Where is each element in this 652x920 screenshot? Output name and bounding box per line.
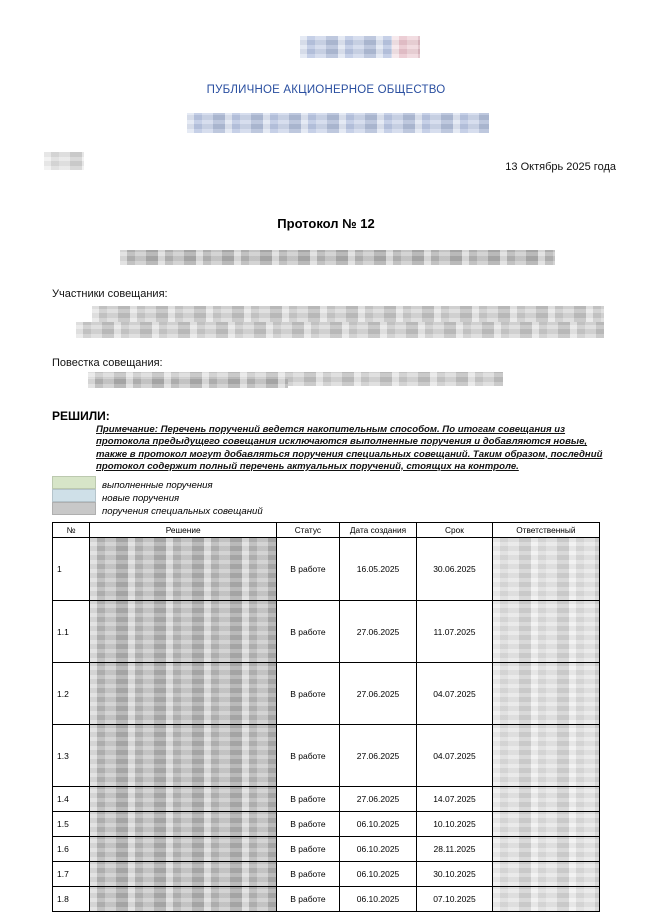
table-row (53, 887, 600, 912)
cell-created: 06.10.2025 (339, 887, 417, 912)
protocol-subject-redaction (120, 250, 555, 265)
decision-redaction (90, 601, 276, 662)
header-logo-redaction-left (300, 36, 392, 58)
decided-label: РЕШИЛИ: (52, 409, 110, 423)
legend-swatch-completed (52, 476, 96, 489)
responsible-redaction (493, 725, 599, 786)
cell-created: 06.10.2025 (339, 812, 417, 837)
table-row (53, 812, 600, 837)
legend (52, 476, 263, 515)
cell-responsible (492, 787, 599, 812)
organization-name: ПУБЛИЧНОЕ АКЦИОНЕРНОЕ ОБЩЕСТВО (206, 84, 446, 96)
cell-number: 1.2 (53, 663, 90, 725)
cell-status: В работе (277, 787, 340, 812)
cell-number: 1.5 (53, 812, 90, 837)
cell-status: В работе (277, 887, 340, 912)
table-row (53, 787, 600, 812)
cell-deadline: 28.11.2025 (417, 837, 492, 862)
page-title: Протокол № 12 (277, 216, 375, 231)
cell-created: 27.06.2025 (339, 663, 417, 725)
legend-label-special: поручения специальных совещаний (102, 506, 263, 517)
cell-responsible (492, 601, 599, 663)
cell-created: 27.06.2025 (339, 787, 417, 812)
legend-item-completed (52, 476, 263, 489)
table-row (53, 725, 600, 787)
cell-created: 27.06.2025 (339, 725, 417, 787)
responsible-redaction (493, 787, 599, 811)
col-status: Статус (277, 523, 340, 538)
organization-subtitle-redaction (187, 113, 489, 133)
col-number: № (53, 523, 90, 538)
cell-responsible (492, 538, 599, 601)
responsible-redaction (493, 663, 599, 724)
responsible-redaction (493, 887, 599, 911)
cell-number: 1.4 (53, 787, 90, 812)
table-row (53, 538, 600, 601)
cell-status: В работе (277, 538, 340, 601)
table-body (53, 538, 600, 912)
col-responsible: Ответственный (492, 523, 599, 538)
legend-label-new: новые поручения (102, 493, 180, 504)
participants-redaction-line2 (76, 322, 604, 338)
assignments-table (52, 522, 600, 912)
cell-created: 27.06.2025 (339, 601, 417, 663)
responsible-redaction (493, 812, 599, 836)
participants-label: Участники совещания: (52, 288, 168, 300)
cell-responsible (492, 725, 599, 787)
table-row (53, 862, 600, 887)
legend-swatch-new (52, 489, 96, 502)
decision-redaction (90, 725, 276, 786)
table-row (53, 663, 600, 725)
decision-redaction (90, 862, 276, 886)
cell-number: 1.1 (53, 601, 90, 663)
cell-decision (90, 725, 277, 787)
col-decision: Решение (90, 523, 277, 538)
document-date: 13 Октябрь 2025 года (505, 161, 616, 173)
table-row (53, 837, 600, 862)
responsible-redaction (493, 538, 599, 600)
cell-deadline: 07.10.2025 (417, 887, 492, 912)
cell-status: В работе (277, 862, 340, 887)
cell-number: 1.6 (53, 837, 90, 862)
cell-deadline: 04.07.2025 (417, 663, 492, 725)
table-row (53, 601, 600, 663)
responsible-redaction (493, 601, 599, 662)
cell-decision (90, 601, 277, 663)
cell-decision (90, 837, 277, 862)
cell-created: 06.10.2025 (339, 837, 417, 862)
cell-status: В работе (277, 601, 340, 663)
agenda-label: Повестка совещания: (52, 357, 163, 369)
participants-redaction-line1 (92, 306, 604, 322)
cell-deadline: 14.07.2025 (417, 787, 492, 812)
header-logo-redaction-right (392, 36, 420, 58)
agenda-redaction-line2 (88, 378, 288, 388)
decision-redaction (90, 663, 276, 724)
responsible-redaction (493, 862, 599, 886)
cell-deadline: 11.07.2025 (417, 601, 492, 663)
cell-decision (90, 538, 277, 601)
col-deadline: Срок (417, 523, 492, 538)
cell-deadline: 30.10.2025 (417, 862, 492, 887)
decision-redaction (90, 787, 276, 811)
decision-redaction (90, 837, 276, 861)
cell-number: 1.7 (53, 862, 90, 887)
decision-redaction (90, 812, 276, 836)
cell-responsible (492, 862, 599, 887)
cell-status: В работе (277, 725, 340, 787)
cell-created: 06.10.2025 (339, 862, 417, 887)
legend-swatch-special (52, 502, 96, 515)
cell-decision (90, 887, 277, 912)
left-stamp-redaction (44, 152, 84, 170)
cell-number: 1.3 (53, 725, 90, 787)
cell-status: В работе (277, 812, 340, 837)
cell-decision (90, 663, 277, 725)
legend-label-completed: выполненные поручения (102, 480, 213, 491)
legend-item-new (52, 489, 263, 502)
cell-responsible (492, 663, 599, 725)
cell-decision (90, 862, 277, 887)
cell-status: В работе (277, 837, 340, 862)
cell-responsible (492, 887, 599, 912)
cell-created: 16.05.2025 (339, 538, 417, 601)
cell-status: В работе (277, 663, 340, 725)
table-header-row (53, 523, 600, 538)
cell-decision (90, 812, 277, 837)
responsible-redaction (493, 837, 599, 861)
col-created: Дата создания (339, 523, 417, 538)
cell-responsible (492, 812, 599, 837)
cell-deadline: 30.06.2025 (417, 538, 492, 601)
decision-redaction (90, 887, 276, 911)
cell-decision (90, 787, 277, 812)
cell-deadline: 10.10.2025 (417, 812, 492, 837)
cell-number: 1 (53, 538, 90, 601)
decision-redaction (90, 538, 276, 600)
cell-deadline: 04.07.2025 (417, 725, 492, 787)
cell-responsible (492, 837, 599, 862)
cell-number: 1.8 (53, 887, 90, 912)
note-text: Примечание: Перечень поручений ведется накопительным способом. По итогам совещания из протокола предыдущего совещания исключаются выполненные поручения и добавляются новые, также в протокол могут добавляться поручения специальных совещаний. Таким образом, последний протокол содержит полный перечень актуальных поручений, стоящих на контроле. (96, 424, 603, 472)
legend-item-special (52, 502, 263, 515)
